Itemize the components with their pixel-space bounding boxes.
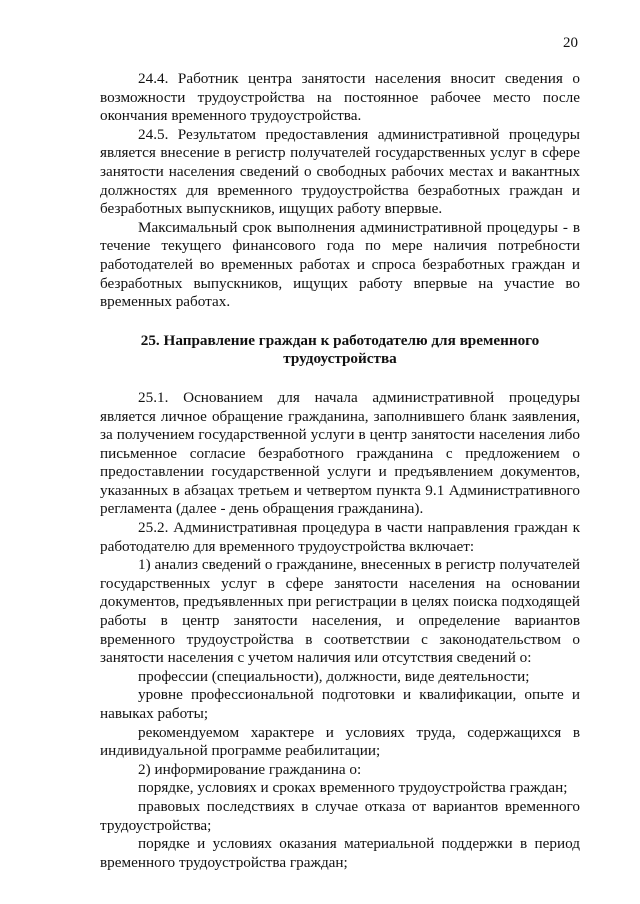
list-subitem-qualification: уровне профессиональной подготовки и квалификации, опыте и навыках работы;	[100, 686, 580, 722]
list-subitem-procedure: порядке, условиях и сроках временного трудоустройства граждан;	[138, 779, 568, 797]
document-body	[100, 70, 580, 872]
list-subitem-legal-consequences: правовых последствиях в случае отказа от вариантов временного трудоустройства;	[100, 797, 580, 834]
list-subitem-rehabilitation: рекомендуемом характере и условиях труда, содержащихся в индивидуальной программе реабилитации;	[100, 723, 580, 760]
list-subitem-profession: профессии (специальности), должности, виде деятельности;	[138, 667, 530, 685]
page-number: 20	[563, 35, 578, 51]
paragraph-25-1: 25.1. Основанием для начала административной процедуры является личное обращение гражданина, заполнившего бланк заявления, за получением государственной услуги в центр занятости населения либо письменное согласие безработного гражданина с предложением о предоставлении государственной услуги и предъявлением документов, указанных в абзацах третьем и четвертом пункта 9.1 Административного регламента (далее - день обращения гражданина).	[100, 388, 580, 518]
list-item-2-informing: 2) информирование гражданина о:	[138, 760, 362, 778]
list-item-1-analysis: 1) анализ сведений о гражданине, внесенных в регистр получателей государственных услуг в сфере занятости населения на основании документов, предъявленных при регистрации в целях поиска подходящей работы в центр занятости населения, и определение вариантов временного трудоустройства в соответствии с законодательством о занятости населения с учетом наличия или отсутствия сведений о:	[100, 556, 580, 667]
list-subitem-material-support: порядке и условиях оказания материальной поддержки в период временного трудоустройства граждан;	[100, 835, 580, 871]
paragraph-max-term: Максимальный срок выполнения административной процедуры - в течение текущего финансового года по мере наличия потребности работодателей во временных работах и спроса безработных граждан и безработных выпускников, ищущих работу впервые на участие во временных работах.	[100, 218, 580, 311]
paragraph-25-2: 25.2. Административная процедура в части направления граждан к работодателю для временного трудоустройства включает:	[100, 519, 580, 555]
section-25-heading: 25. Направление граждан к работодателю для временного трудоустройства	[140, 331, 540, 368]
paragraph-24-4: 24.4. Работник центра занятости населения вносит сведения о возможности трудоустройства на постоянное рабочее место после окончания временного трудоустройства.	[100, 70, 580, 125]
paragraph-24-5: 24.5. Результатом предоставления административной процедуры является внесение в регистр получателей государственных услуг в сфере занятости населения сведений о свободных рабочих местах и вакантных должностях для временного трудоустройства безработных граждан и безработных выпускников, ищущих работу впервые.	[100, 125, 580, 218]
